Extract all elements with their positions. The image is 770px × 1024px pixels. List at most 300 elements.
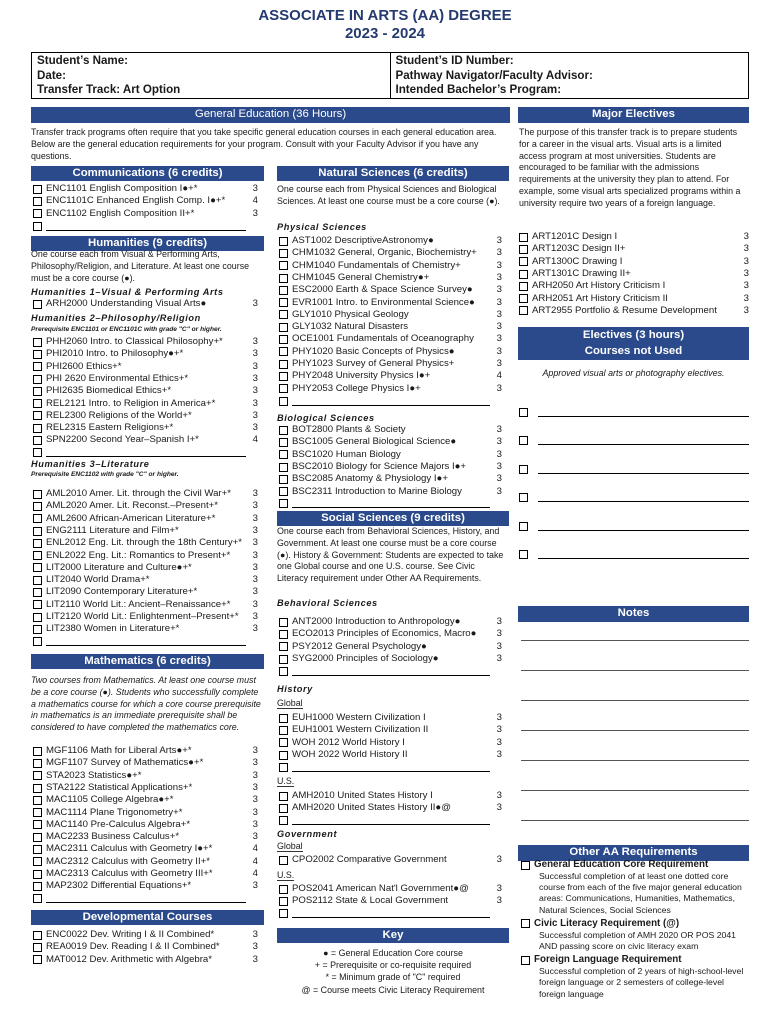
course-checkbox[interactable]: [33, 759, 42, 768]
elective-blank-row: [519, 512, 749, 541]
course-row: [279, 235, 502, 247]
course-checkbox[interactable]: [33, 613, 42, 622]
course-row: [33, 611, 258, 623]
elective-line[interactable]: [538, 550, 749, 559]
course-checkbox[interactable]: [519, 233, 528, 242]
course-row: [33, 880, 258, 892]
course-checkbox[interactable]: [33, 784, 42, 793]
course-credits: 3: [496, 448, 502, 460]
course-checkbox[interactable]: [33, 820, 42, 829]
blank-line[interactable]: [292, 763, 490, 772]
other-requirement-checkbox[interactable]: [521, 919, 530, 928]
blank-checkbox[interactable]: [33, 222, 42, 231]
notes-header: Notes: [518, 606, 749, 622]
course-credits: 3: [496, 628, 502, 640]
course-credits: 3: [252, 953, 258, 965]
course-checkbox[interactable]: [33, 845, 42, 854]
elective-checkbox[interactable]: [519, 408, 528, 417]
course-checkbox[interactable]: [33, 576, 42, 585]
course-checkbox[interactable]: [33, 955, 42, 964]
bachelor-program-label[interactable]: Intended Bachelor’s Program:: [395, 83, 562, 97]
course-checkbox[interactable]: [279, 450, 288, 459]
course-row: [279, 485, 502, 497]
course-credits: 3: [496, 736, 502, 748]
course-name: POS2112 State & Local Government: [292, 895, 449, 907]
course-checkbox[interactable]: [33, 514, 42, 523]
other-requirement: [521, 918, 749, 952]
notes-line[interactable]: [521, 730, 749, 731]
course-checkbox[interactable]: [279, 298, 288, 307]
course-name: STA2023 Statistics●+*: [46, 769, 142, 781]
blank-checkbox[interactable]: [279, 816, 288, 825]
elective-checkbox[interactable]: [519, 436, 528, 445]
blank-checkbox[interactable]: [279, 667, 288, 676]
course-checkbox[interactable]: [279, 463, 288, 472]
blank-row: [279, 498, 502, 510]
course-checkbox[interactable]: [33, 600, 42, 609]
course-credits: 3: [252, 372, 258, 384]
blank-line[interactable]: [292, 499, 490, 508]
course-checkbox[interactable]: [279, 487, 288, 496]
course-name: LIT2090 Contemporary Literature+*: [46, 586, 198, 598]
course-row: [33, 562, 258, 574]
course-name: ENC0022 Dev. Writing I & II Combined*: [46, 929, 215, 941]
course-credits: 3: [252, 623, 258, 635]
course-name: ENC1101C Enhanced English Comp. I●+*: [46, 195, 226, 207]
other-requirements-list: [521, 859, 749, 1002]
other-requirement-label: General Education Core Requirement: [534, 859, 709, 870]
notes-line[interactable]: [521, 700, 749, 701]
course-checkbox[interactable]: [33, 209, 42, 218]
course-row: [33, 586, 258, 598]
course-row: [33, 831, 258, 843]
blank-checkbox[interactable]: [33, 448, 42, 457]
course-checkbox[interactable]: [519, 306, 528, 315]
elective-line[interactable]: [538, 465, 749, 474]
course-checkbox[interactable]: [33, 563, 42, 572]
course-checkbox[interactable]: [279, 372, 288, 381]
course-credits: 3: [252, 385, 258, 397]
course-row: [33, 298, 258, 310]
course-checkbox[interactable]: [33, 338, 42, 347]
course-checkbox[interactable]: [279, 618, 288, 627]
blank-line[interactable]: [292, 667, 490, 676]
elective-line[interactable]: [538, 408, 749, 417]
course-credits: 3: [496, 296, 502, 308]
elective-line[interactable]: [538, 436, 749, 445]
course-row: [519, 305, 749, 317]
course-checkbox[interactable]: [279, 261, 288, 270]
course-name: MAC2233 Business Calculus+*: [46, 831, 180, 843]
course-credits: 3: [496, 333, 502, 345]
elective-checkbox[interactable]: [519, 522, 528, 531]
course-credits: 3: [252, 611, 258, 623]
developmental-header: Developmental Courses: [31, 910, 264, 925]
course-name: ECO2013 Principles of Economics, Macro●: [292, 628, 477, 640]
course-checkbox[interactable]: [33, 197, 42, 206]
course-credits: 3: [252, 745, 258, 757]
course-checkbox[interactable]: [279, 726, 288, 735]
courses-not-used-title: Courses not Used: [584, 344, 683, 357]
course-credits: 3: [252, 880, 258, 892]
course-name: MGF1106 Math for Liberal Arts●+*: [46, 745, 192, 757]
student-id-label[interactable]: Student’s ID Number:: [395, 54, 514, 67]
course-checkbox[interactable]: [33, 527, 42, 536]
course-checkbox[interactable]: [279, 475, 288, 484]
course-checkbox[interactable]: [33, 424, 42, 433]
course-checkbox[interactable]: [519, 270, 528, 279]
course-row: [33, 929, 258, 941]
course-credits: 3: [252, 769, 258, 781]
course-credits: 3: [496, 724, 502, 736]
course-name: PHH2060 Intro. to Classical Philosophy+*: [46, 336, 223, 348]
course-row: [33, 819, 258, 831]
elective-checkbox[interactable]: [519, 550, 528, 559]
course-name: AML2020 Amer. Lit. Reconst.–Present+*: [46, 500, 218, 512]
course-checkbox[interactable]: [279, 856, 288, 865]
course-credits: 3: [496, 895, 502, 907]
course-row: [519, 243, 749, 255]
course-row: [33, 806, 258, 818]
course-checkbox[interactable]: [33, 625, 42, 634]
course-name: BSC2010 Biology for Science Majors I●+: [292, 460, 467, 472]
course-name: PHI2010 Intro. to Philosophy●+*: [46, 348, 184, 360]
course-checkbox[interactable]: [279, 885, 288, 894]
course-credits: 3: [496, 345, 502, 357]
communications-header: Communications (6 credits): [31, 166, 264, 181]
course-checkbox[interactable]: [33, 551, 42, 560]
course-credits: 3: [743, 231, 749, 243]
course-name: BSC2311 Introduction to Marine Biology: [292, 485, 462, 497]
blank-row: [279, 395, 502, 407]
notes-line[interactable]: [521, 640, 749, 641]
other-requirement-label: Civic Literacy Requirement (@): [534, 917, 680, 929]
blank-row: [279, 761, 502, 773]
notes-line[interactable]: [521, 820, 749, 821]
other-requirement-label: Foreign Language Requirement: [534, 954, 682, 966]
course-checkbox[interactable]: [279, 310, 288, 319]
course-credits: 4: [252, 868, 258, 880]
humanities-header: Humanities (9 credits): [31, 236, 264, 251]
course-checkbox[interactable]: [33, 411, 42, 420]
advisor-label[interactable]: Pathway Navigator/Faculty Advisor:: [395, 68, 593, 82]
course-checkbox[interactable]: [33, 796, 42, 805]
course-checkbox[interactable]: [519, 282, 528, 291]
course-row: [279, 333, 502, 345]
course-checkbox[interactable]: [33, 185, 42, 194]
course-credits: 3: [252, 561, 258, 573]
course-checkbox[interactable]: [33, 387, 42, 396]
biological-sciences-title: Biological Sciences: [277, 413, 375, 423]
course-row: [33, 500, 258, 512]
course-checkbox[interactable]: [33, 808, 42, 817]
course-row: [279, 653, 502, 665]
course-credits: 3: [496, 284, 502, 296]
behavioral-sciences-list: [279, 616, 502, 677]
course-checkbox[interactable]: [33, 588, 42, 597]
course-row: [279, 424, 502, 436]
course-name: WOH 2012 World History I: [292, 736, 405, 748]
history-us-label: U.S.: [277, 776, 295, 786]
government-global-label: Global: [277, 841, 303, 851]
course-row: [279, 346, 502, 358]
notes-line[interactable]: [521, 670, 749, 671]
humanities-2-prereq: Prerequisite ENC1101 or ENC1101C with grade "C" or higher.: [31, 326, 222, 333]
blank-checkbox[interactable]: [279, 397, 288, 406]
course-credits: 3: [743, 255, 749, 267]
course-checkbox[interactable]: [279, 335, 288, 344]
course-name: AML2010 Amer. Lit. through the Civil War+*: [46, 488, 231, 500]
course-row: [279, 358, 502, 370]
other-requirement-checkbox[interactable]: [521, 956, 530, 965]
course-credits: 3: [496, 712, 502, 724]
course-row: [519, 280, 749, 292]
course-name: ANT2000 Introduction to Anthropology●: [292, 616, 461, 628]
elective-line[interactable]: [538, 493, 749, 502]
blank-line[interactable]: [46, 222, 246, 231]
course-checkbox[interactable]: [279, 438, 288, 447]
mathematics-header: Mathematics (6 credits): [31, 654, 264, 669]
course-checkbox[interactable]: [279, 804, 288, 813]
course-name: EUH1000 Western Civilization I: [292, 712, 426, 724]
course-name: MAC2312 Calculus with Geometry II+*: [46, 855, 210, 867]
course-name: MAC1105 College Algebra●+*: [46, 794, 174, 806]
course-name: GLY1032 Natural Disasters: [292, 321, 409, 333]
course-checkbox[interactable]: [33, 502, 42, 511]
blank-line[interactable]: [292, 909, 490, 918]
course-row: [33, 183, 258, 195]
course-row: [519, 256, 749, 268]
course-checkbox[interactable]: [279, 286, 288, 295]
course-name: ENG2111 Literature and Film+*: [46, 524, 179, 536]
course-checkbox[interactable]: [279, 792, 288, 801]
key-prereq: + = Prerequisite or co-requisite required: [314, 960, 472, 971]
course-name: PHY2053 College Physics I●+: [292, 382, 421, 394]
course-name: LIT2040 World Drama+*: [46, 574, 150, 586]
course-name: REL2315 Eastern Religions+*: [46, 422, 174, 434]
course-checkbox[interactable]: [279, 426, 288, 435]
course-checkbox[interactable]: [279, 249, 288, 258]
course-checkbox[interactable]: [33, 436, 42, 445]
notes-line[interactable]: [521, 760, 749, 761]
mathematics-intro: Two courses from Mathematics. At least one course must be a core course (●). Students who successfully complete a mathematics course for which a core course prerequisite in mathematics is an immediate prerequisite shall be considered to have completed the mathematics core.: [31, 675, 261, 733]
course-row: [279, 309, 502, 321]
course-name: AMH2010 United States History I: [292, 790, 433, 802]
course-row: [279, 436, 502, 448]
blank-checkbox[interactable]: [279, 909, 288, 918]
elective-line[interactable]: [538, 522, 749, 531]
course-row: [33, 549, 258, 561]
course-row: [33, 385, 258, 397]
course-credits: 3: [252, 574, 258, 586]
course-credits: 3: [496, 382, 502, 394]
history-global-list: [279, 712, 502, 773]
course-checkbox[interactable]: [279, 751, 288, 760]
course-checkbox[interactable]: [33, 833, 42, 842]
course-name: ART1201C Design I: [532, 231, 618, 243]
course-checkbox[interactable]: [279, 714, 288, 723]
course-checkbox[interactable]: [279, 360, 288, 369]
course-checkbox[interactable]: [519, 257, 528, 266]
course-credits: 3: [496, 802, 502, 814]
course-row: [33, 537, 258, 549]
student-name-label[interactable]: Student’s Name:: [37, 54, 129, 67]
course-credits: 3: [496, 616, 502, 628]
course-name: MAC2311 Calculus with Geometry I●+*: [46, 843, 213, 855]
course-row: [33, 599, 258, 611]
course-name: AML2600 African-American Literature+*: [46, 512, 216, 524]
course-credits: 3: [743, 280, 749, 292]
course-credits: 3: [252, 360, 258, 372]
gened-intro: Transfer track programs often require that you take specific general education courses in each general education area. Below are the general education requirements for your program. Consult with your Faculty Advisor if you have any questions.: [31, 127, 497, 161]
other-requirement-title: [521, 859, 749, 871]
course-row: [33, 525, 258, 537]
history-global-label: Global: [277, 698, 303, 708]
date-label[interactable]: Date:: [37, 68, 66, 82]
course-name: POS2041 American Nat'l Government●@: [292, 883, 469, 895]
social-sciences-intro: One course each from Behavioral Sciences, History, and Government. At least one course must be a core course (●). History & Government: Students are expected to take one Global course and one U.S. course. See Civic Literacy requirement under Other AA Requirements.: [277, 526, 504, 584]
course-checkbox[interactable]: [33, 350, 42, 359]
course-row: [33, 513, 258, 525]
blank-line[interactable]: [46, 894, 246, 903]
course-row: [279, 790, 502, 802]
key-grade: * = Minimum grade of "C" required: [325, 972, 461, 983]
course-credits: 4: [252, 434, 258, 446]
course-checkbox[interactable]: [33, 882, 42, 891]
course-row: [279, 272, 502, 284]
blank-line[interactable]: [292, 397, 490, 406]
course-checkbox[interactable]: [279, 274, 288, 283]
course-credits: 3: [496, 854, 502, 866]
course-name: REL2121 Intro. to Religion in America+*: [46, 397, 216, 409]
course-checkbox[interactable]: [33, 375, 42, 384]
course-checkbox[interactable]: [279, 323, 288, 332]
course-credits: 3: [252, 524, 258, 536]
humanities-3-list: [33, 488, 258, 648]
course-name: LIT2000 Literature and Culture●+*: [46, 561, 192, 573]
government-title: Government: [277, 829, 338, 839]
course-credits: 3: [496, 358, 502, 370]
notes-line[interactable]: [521, 790, 749, 791]
humanities-3-prereq: Prerequisite ENC1102 with grade "C" or higher.: [31, 471, 179, 478]
course-row: [279, 321, 502, 333]
course-credits: 3: [252, 336, 258, 348]
blank-line[interactable]: [46, 448, 246, 457]
course-row: [279, 883, 502, 895]
history-us-list: [279, 790, 502, 827]
course-checkbox[interactable]: [33, 870, 42, 879]
course-credits: 3: [743, 304, 749, 316]
course-name: CHM1032 General, Organic, Biochemistry+: [292, 247, 477, 259]
course-checkbox[interactable]: [33, 490, 42, 499]
other-requirement: [521, 859, 749, 916]
course-credits: 3: [496, 247, 502, 259]
course-credits: 3: [252, 598, 258, 610]
course-checkbox[interactable]: [33, 399, 42, 408]
course-name: ARH2000 Understanding Visual Arts●: [46, 298, 207, 310]
course-row: [279, 449, 502, 461]
course-checkbox[interactable]: [279, 630, 288, 639]
blank-checkbox[interactable]: [279, 763, 288, 772]
blank-checkbox[interactable]: [33, 894, 42, 903]
blank-checkbox[interactable]: [33, 637, 42, 646]
course-checkbox[interactable]: [33, 771, 42, 780]
elective-checkbox[interactable]: [519, 465, 528, 474]
developmental-list: [33, 929, 258, 966]
course-credits: 3: [252, 348, 258, 360]
course-name: GLY1010 Physical Geology: [292, 308, 409, 320]
blank-line[interactable]: [46, 637, 246, 646]
course-checkbox[interactable]: [279, 347, 288, 356]
social-sciences-header: Social Sciences (9 credits): [277, 511, 509, 526]
blank-row: [33, 447, 258, 459]
course-row: [33, 856, 258, 868]
course-checkbox[interactable]: [279, 655, 288, 664]
course-name: CPO2002 Comparative Government: [292, 854, 447, 866]
course-name: BOT2800 Plants & Society: [292, 424, 406, 436]
course-name: MGF1107 Survey of Mathematics●+*: [46, 757, 204, 769]
course-name: CHM1040 Fundamentals of Chemistry+: [292, 259, 461, 271]
course-credits: 3: [252, 183, 258, 195]
other-requirement-title: [521, 918, 749, 930]
course-checkbox[interactable]: [33, 931, 42, 940]
course-checkbox[interactable]: [33, 300, 42, 309]
course-checkbox[interactable]: [33, 539, 42, 548]
course-checkbox[interactable]: [279, 384, 288, 393]
course-checkbox[interactable]: [519, 245, 528, 254]
blank-row: [33, 636, 258, 648]
course-checkbox[interactable]: [33, 747, 42, 756]
course-row: [33, 954, 258, 966]
course-checkbox[interactable]: [33, 943, 42, 952]
blank-checkbox[interactable]: [279, 499, 288, 508]
course-checkbox[interactable]: [33, 362, 42, 371]
course-credits: 3: [252, 397, 258, 409]
course-row: [279, 854, 502, 866]
course-row: [519, 231, 749, 243]
course-credits: 3: [252, 818, 258, 830]
course-name: AMH2020 United States History II●@: [292, 802, 451, 814]
other-requirement-checkbox[interactable]: [521, 861, 530, 870]
elective-checkbox[interactable]: [519, 493, 528, 502]
major-electives-intro: The purpose of this transfer track is to prepare students for a career in the visual arts. Visual arts is a limited access program at most universities. Students are encouraged to be familiar with the admissions requirements at the university they plan to attend. For example, some visual arts specialized programs within a university require two years of a foreign language.: [519, 127, 741, 208]
humanities-1-title: Humanities 1–Visual & Performing Arts: [31, 287, 224, 297]
course-credits: 3: [252, 929, 258, 941]
other-requirement: [521, 954, 749, 1000]
blank-line[interactable]: [292, 816, 490, 825]
student-info-right: [390, 53, 749, 98]
course-checkbox[interactable]: [33, 857, 42, 866]
course-checkbox[interactable]: [279, 642, 288, 651]
course-credits: 3: [252, 941, 258, 953]
course-checkbox[interactable]: [279, 738, 288, 747]
course-name: SPN2200 Second Year–Spanish I+*: [46, 434, 199, 446]
course-checkbox[interactable]: [279, 237, 288, 246]
course-credits: 3: [252, 207, 258, 219]
course-name: ESC2000 Earth & Space Science Survey●: [292, 284, 473, 296]
course-row: [33, 843, 258, 855]
course-checkbox[interactable]: [519, 294, 528, 303]
course-name: PSY2012 General Psychology●: [292, 640, 427, 652]
course-credits: 3: [496, 436, 502, 448]
government-us-list: [279, 883, 502, 920]
course-checkbox[interactable]: [279, 897, 288, 906]
course-credits: 4: [252, 195, 258, 207]
other-requirement-title: [521, 954, 749, 966]
course-name: ARH2051 Art History Criticism II: [532, 292, 668, 304]
course-name: AST1002 DescriptiveAstronomy●: [292, 235, 434, 247]
course-credits: 3: [252, 586, 258, 598]
